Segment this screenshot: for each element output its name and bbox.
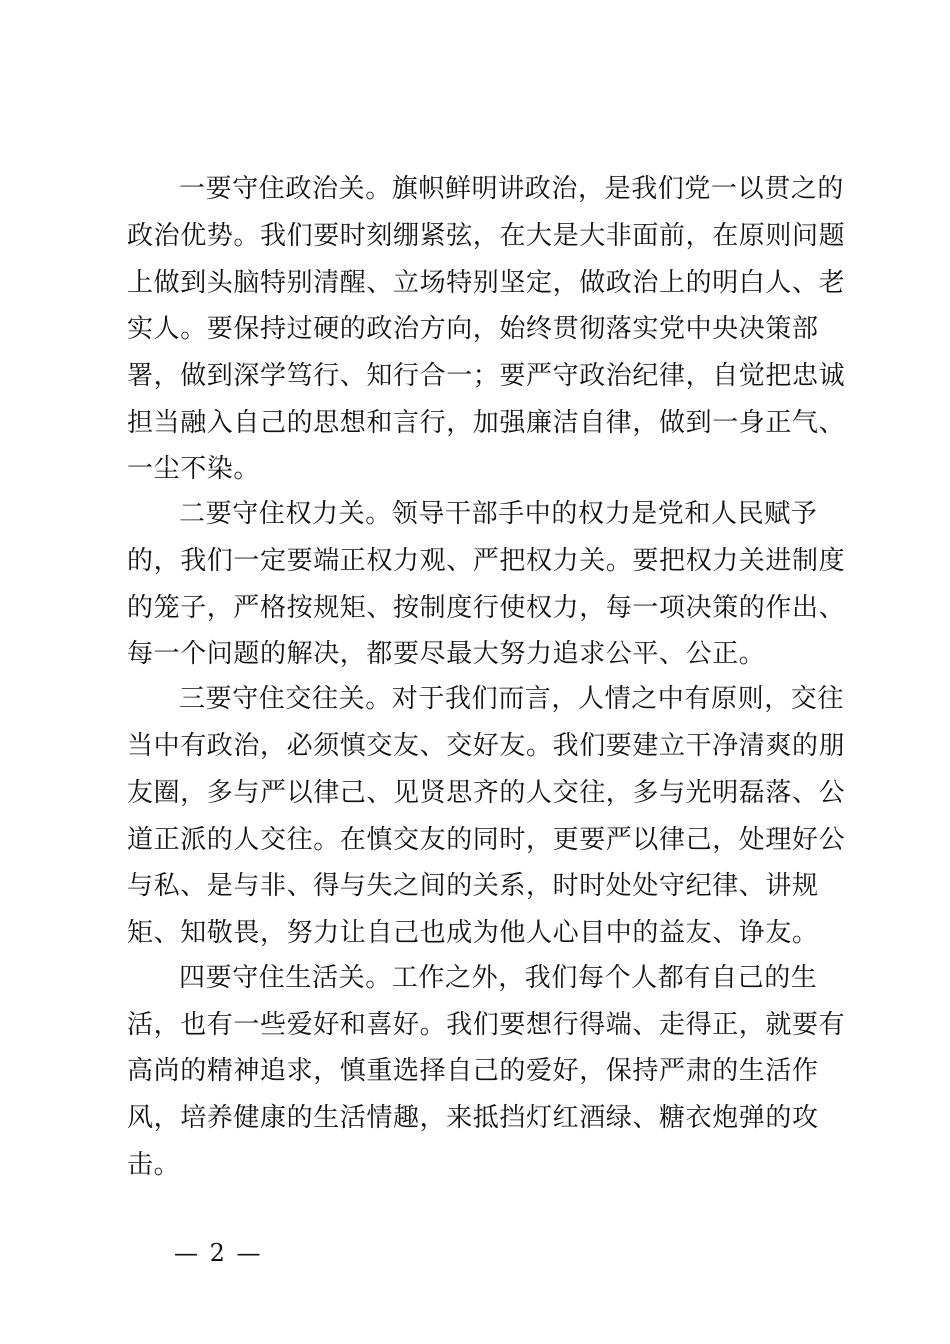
paragraph-1-line-7: 一尘不染。 <box>127 454 261 484</box>
paragraph-3-line-3: 友圈，多与严以律己、见贤思齐的人交往，多与光明磊落、公 <box>127 778 846 808</box>
paragraph-1-line-2: 政治优势。我们要时刻绷紧弦，在大是大非面前，在原则问题 <box>127 221 846 251</box>
paragraph-1-line-3: 上做到头脑特别清醒、立场特别坚定，做政治上的明白人、老 <box>127 268 846 298</box>
paragraph-4-line-1: 四要守住生活关。工作之外，我们每个人都有自己的生 <box>179 963 818 993</box>
paragraph-2-line-1: 二要守住权力关。领导干部手中的权力是党和人民赋予 <box>179 499 818 529</box>
paragraph-3-line-2: 当中有政治，必须慎交友、交好友。我们要建立干净清爽的朋 <box>127 731 846 761</box>
paragraph-2-line-3: 的笼子，严格按规矩、按制度行使权力，每一项决策的作出、 <box>127 593 846 623</box>
paragraph-1-line-4: 实人。要保持过硬的政治方向，始终贯彻落实党中央决策部 <box>127 314 819 344</box>
paragraph-1-line-1: 一要守住政治关。旗帜鲜明讲政治，是我们党一以贯之的 <box>179 174 845 204</box>
paragraph-3-line-4: 道正派的人交往。在慎交友的同时，更要严以律己，处理好公 <box>127 825 846 855</box>
paragraph-4-line-5: 击。 <box>127 1150 181 1180</box>
paragraph-4-line-2: 活，也有一些爱好和喜好。我们要想行得端、走得正，就要有 <box>127 1010 846 1040</box>
paragraph-2-line-2: 的，我们一定要端正权力观、严把权力关。要把权力关进制度 <box>127 546 846 576</box>
paragraph-3-line-5: 与私、是与非、得与失之间的关系，时时处处守纪律、讲规 <box>127 871 819 901</box>
paragraph-3-line-6: 矩、知敬畏，努力让自己也成为他人心目中的益友、诤友。 <box>127 918 819 948</box>
paragraph-4-line-4: 风，培养健康的生活情趣，来抵挡灯红酒绿、糖衣炮弹的攻 <box>127 1103 819 1133</box>
paragraph-3-line-1: 三要守住交往关。对于我们而言，人情之中有原则，交往 <box>179 684 845 714</box>
paragraph-1-line-5: 署，做到深学笃行、知行合一；要严守政治纪律，自觉把忠诚 <box>127 361 846 391</box>
paragraph-2-line-4: 每一个问题的解决，都要尽最大努力追求公平、公正。 <box>127 639 766 669</box>
paragraph-4-line-3: 高尚的精神追求，慎重选择自己的爱好，保持严肃的生活作 <box>127 1056 819 1086</box>
page-number: — 2 — <box>174 1239 263 1267</box>
paragraph-1-line-6: 担当融入自己的思想和言行，加强廉洁自律，做到一身正气、 <box>127 408 846 438</box>
